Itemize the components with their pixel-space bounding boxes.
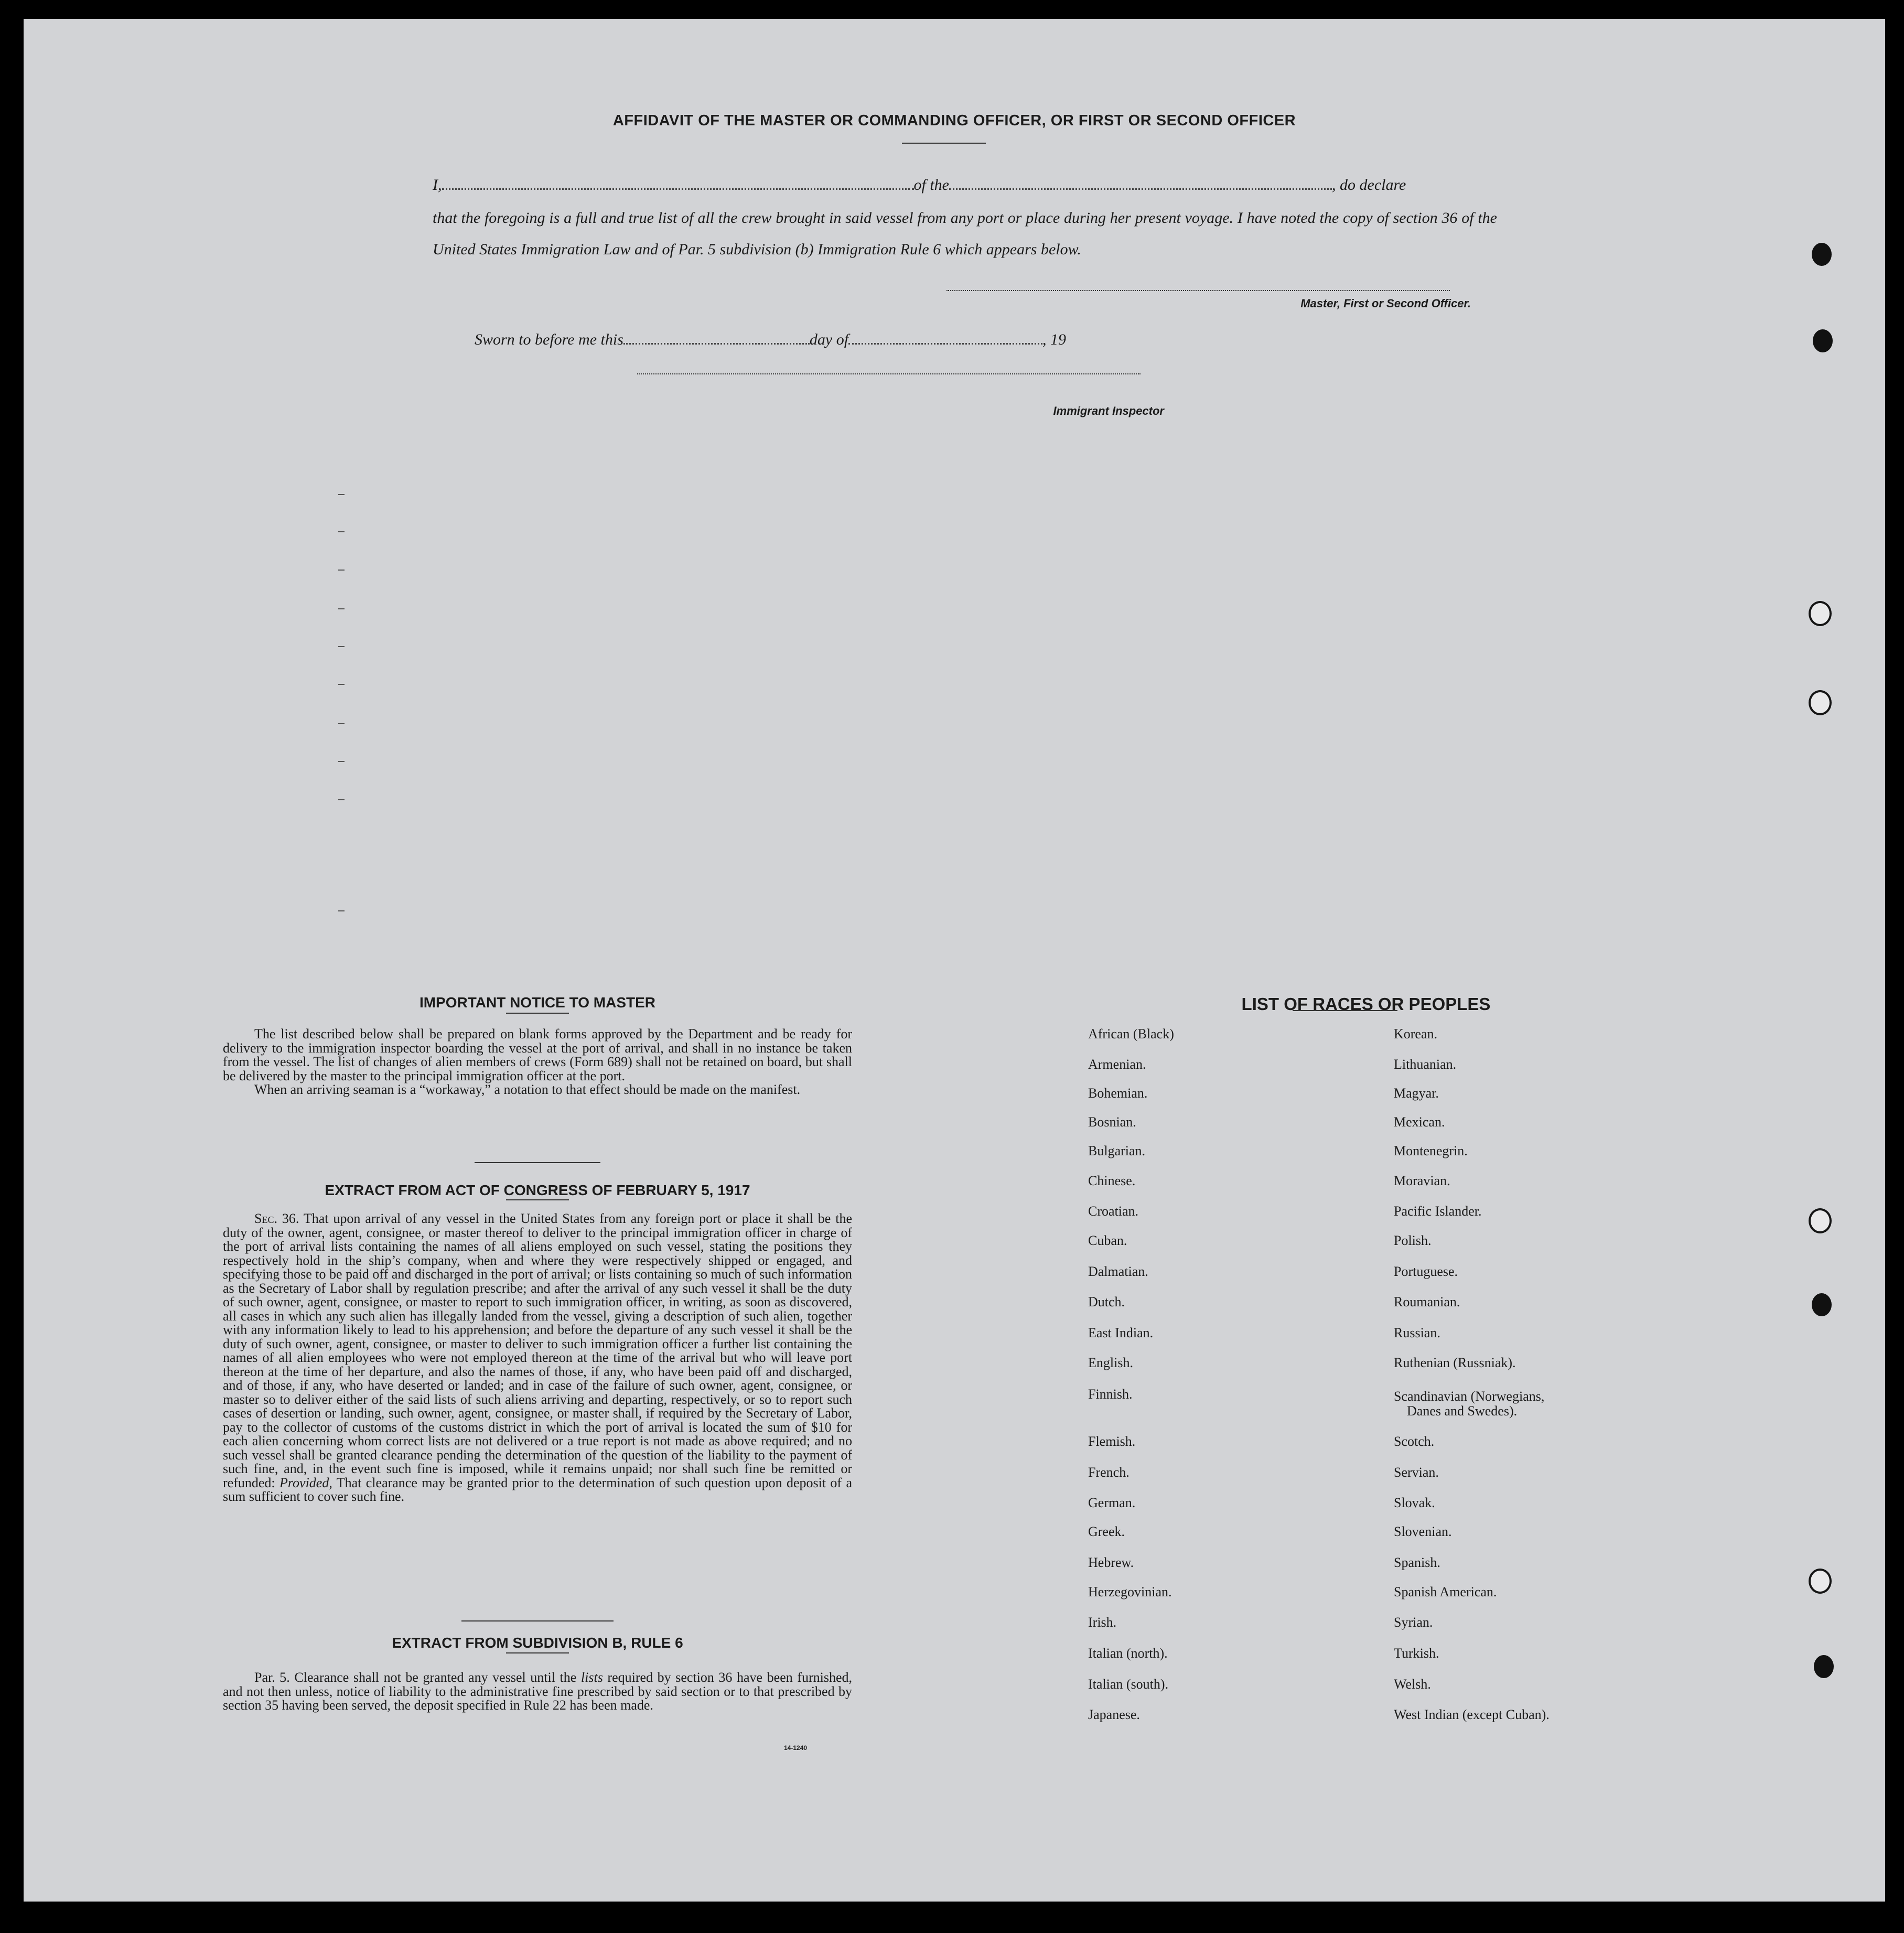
act-divider <box>506 1199 569 1200</box>
race-item: Chinese. <box>1088 1173 1136 1188</box>
sworn-prefix: Sworn to before me this <box>475 331 623 348</box>
race-item: Spanish. <box>1394 1555 1440 1570</box>
margin-tick <box>338 531 345 532</box>
section-divider <box>461 1620 614 1621</box>
race-item: Welsh. <box>1394 1677 1431 1692</box>
race-item: African (Black) <box>1088 1026 1174 1041</box>
race-item: Dalmatian. <box>1088 1264 1148 1279</box>
affidavit-declaration-line <box>433 176 1497 194</box>
race-item: Roumanian. <box>1394 1294 1460 1309</box>
race-item: East Indian. <box>1088 1325 1154 1340</box>
provided-word: Provided, <box>279 1475 332 1490</box>
binder-hole-icon <box>1812 243 1832 266</box>
race-item: Japanese. <box>1088 1707 1140 1722</box>
binder-hole-icon <box>1812 1293 1832 1316</box>
race-item: Moravian. <box>1394 1173 1450 1188</box>
race-item: French. <box>1088 1465 1130 1480</box>
race-item: Pacific Islander. <box>1394 1204 1482 1219</box>
affidavit-of-the-label: of the <box>913 176 949 194</box>
race-item: Croatian. <box>1088 1204 1139 1219</box>
sworn-day-blank <box>623 343 810 345</box>
section-divider <box>475 1162 600 1163</box>
binder-hole-icon <box>1809 1208 1832 1233</box>
form-number: 14-1240 <box>784 1744 808 1752</box>
race-item-continuation: Danes and Swedes). <box>1407 1403 1518 1419</box>
margin-tick <box>338 723 345 724</box>
sworn-day-label: day of <box>809 331 849 348</box>
notice-paragraph-2: When an arriving seaman is a “workaway,” a notation to that effect should be made on the manifest. <box>254 1082 801 1097</box>
act-title: EXTRACT FROM ACT OF CONGRESS OF FEBRUARY 5, 1917 <box>325 1182 750 1198</box>
race-item: Portuguese. <box>1394 1264 1458 1279</box>
subdivision-divider <box>506 1652 569 1653</box>
sworn-line <box>475 331 1066 349</box>
race-item: Polish. <box>1394 1233 1432 1248</box>
race-item: Slovak. <box>1394 1495 1435 1510</box>
affidavit-body: that the foregoing is a full and true list of all the crew brought in said vessel from any port or place during her present voyage. I have noted the copy of section 36 of the United States Immigration Law and of Par. 5 subdivision (b) Immigration Rule 6 which appears below. <box>433 209 1497 258</box>
margin-tick <box>338 684 345 685</box>
affidavit-declare-label: , do declare <box>1332 176 1406 194</box>
race-item: Slovenian. <box>1394 1524 1452 1539</box>
race-item: Bohemian. <box>1088 1086 1148 1101</box>
races-divider <box>1293 1010 1397 1011</box>
margin-tick <box>338 761 345 762</box>
section-label: Sec. 36. <box>254 1211 299 1226</box>
race-item: Finnish. <box>1088 1387 1133 1402</box>
race-item: German. <box>1088 1495 1136 1510</box>
races-title: LIST OF RACES OR PEOPLES <box>1241 994 1491 1014</box>
race-item: Servian. <box>1394 1465 1439 1480</box>
document-page <box>24 19 1885 1902</box>
race-item: Lithuanian. <box>1394 1057 1457 1072</box>
master-signature-line <box>946 290 1450 291</box>
race-item: English. <box>1088 1355 1133 1370</box>
margin-tick <box>338 646 345 647</box>
race-item: West Indian (except Cuban). <box>1394 1707 1550 1722</box>
lists-word: lists <box>580 1670 603 1685</box>
race-item: Turkish. <box>1394 1646 1439 1661</box>
race-item: Flemish. <box>1088 1434 1136 1449</box>
race-item: Bulgarian. <box>1088 1143 1146 1158</box>
subdivision-text-a: Par. 5. Clearance shall not be granted any vessel until the <box>254 1670 577 1685</box>
binder-hole-icon <box>1809 1569 1832 1594</box>
subdivision-title: EXTRACT FROM SUBDIVISION B, RULE 6 <box>392 1635 683 1651</box>
race-item: Mexican. <box>1394 1114 1445 1130</box>
inspector-signature-caption: Immigrant Inspector <box>1053 404 1164 417</box>
race-item: Greek. <box>1088 1524 1125 1539</box>
race-item: Montenegrin. <box>1394 1143 1468 1158</box>
subdivision-text <box>223 1671 852 1713</box>
race-item: Scandinavian (Norwegians, <box>1394 1389 1545 1404</box>
name-blank <box>442 188 914 190</box>
notice-paragraph-1: The list described below shall be prepared on blank forms approved by the Department and be ready for delivery to the immigration inspector boarding the vessel at the port of arrival, and shall in no instance be taken from the vessel. The list of changes of alien members of crews (Form 689) shall not be retained on board, but shall be delivered by the master to the principal immigration officer at the port. <box>223 1026 852 1083</box>
notice-divider <box>506 1013 569 1014</box>
race-item: Scotch. <box>1394 1434 1435 1449</box>
act-text-a: That upon arrival of any vessel in the United States from any foreign port or place it shall be the duty of the owner, agent, consignee, or master thereof to deliver to the principal immigration officer in charge of the port of arrival lists containing the names of all aliens employed on such vessel, stating the positions they respectively hold in the ship’s company, when and where they were respectively shipped or engaged, and specifying those to be paid off and discharged in the port of arrival; or lists containing so much of such information as the Secretary of Labor shall by regulation prescribe; and after the arrival of any such vessel it shall be the duty of such owner, agent, consignee, or master to report to such immigration officer, in writing, as soon as discovered, all cases in which any such alien has illegally landed from the vessel, giving a description of such alien, together with any information likely to lead to his apprehension; and before the departure of any such vessel it shall be the duty of such owner, agent, consignee, or master to deliver to such immigration officer a further list containing the names of all alien employees who were not employed thereon at the time of the arrival but who will leave port thereon at the time of her departure, and also the names of those, if any, who have been paid off and discharged, and of those, if any, who have deserted or landed; and in case of the failure of such owner, agent, consignee, or master so to deliver either of the said lists of such aliens arriving and departing, respectively, or so to report such cases of desertion or landing, such owner, agent, consignee, or master shall, if required by the Secretary of Labor, pay to the collector of customs of the customs district in which the port of arrival is located the sum of $10 for each alien concerning whom correct lists are not delivered or a true report is not made as above required; and no such vessel shall be granted clearance pending the determination of the question of the liability to the payment of such fine, and, in the event such fine is imposed, while it remains unpaid; nor shall such fine be remitted or refunded: <box>223 1211 853 1490</box>
affidavit-title: AFFIDAVIT OF THE MASTER OR COMMANDING OFFICER, OR FIRST OR SECOND OFFICER <box>612 112 1296 129</box>
inspector-signature-line <box>637 373 1141 374</box>
race-item: Hebrew. <box>1088 1555 1134 1570</box>
margin-tick <box>338 494 345 495</box>
race-item: Italian (south). <box>1088 1677 1169 1692</box>
binder-hole-icon <box>1814 1655 1834 1678</box>
binder-hole-icon <box>1809 601 1832 626</box>
race-item: Bosnian. <box>1088 1114 1136 1130</box>
margin-tick <box>338 910 345 911</box>
race-item: Cuban. <box>1088 1233 1127 1248</box>
race-item: Armenian. <box>1088 1057 1146 1072</box>
master-signature-caption: Master, First or Second Officer. <box>1300 297 1471 310</box>
binder-hole-icon <box>1813 329 1833 352</box>
race-item: Ruthenian (Russniak). <box>1394 1355 1516 1370</box>
sworn-month-blank <box>848 343 1042 345</box>
act-section-36-text <box>223 1212 852 1504</box>
vessel-blank <box>949 188 1332 190</box>
margin-tick <box>338 799 345 800</box>
race-item: Russian. <box>1394 1325 1440 1340</box>
race-item: Spanish American. <box>1394 1584 1497 1599</box>
race-item: Italian (north). <box>1088 1646 1168 1661</box>
binder-hole-icon <box>1809 690 1832 715</box>
act-text-b: That clearance may be granted prior to the determination of such question upon deposit of a sum sufficient to cover such fine. <box>223 1475 853 1504</box>
notice-title: IMPORTANT NOTICE TO MASTER <box>419 994 656 1011</box>
race-item: Irish. <box>1088 1615 1117 1630</box>
race-item: Dutch. <box>1088 1294 1125 1309</box>
margin-tick <box>338 608 345 609</box>
margin-tick <box>338 570 345 571</box>
race-item: Syrian. <box>1394 1615 1433 1630</box>
race-item: Magyar. <box>1394 1086 1439 1101</box>
notice-text <box>223 1027 852 1097</box>
subdivision-text-b: required by section 36 have been furnished, and not then unless, notice of liability to the administrative fine prescribed by said section or to that prescribed by section 35 having been served, the deposit specified in Rule 22 has been made. <box>223 1670 853 1713</box>
title-divider <box>902 143 986 144</box>
affidavit-i-label: I, <box>433 176 442 194</box>
race-item: Korean. <box>1394 1026 1438 1041</box>
sworn-year-label: , 19 <box>1042 331 1067 348</box>
race-item: Herzegovinian. <box>1088 1584 1172 1599</box>
